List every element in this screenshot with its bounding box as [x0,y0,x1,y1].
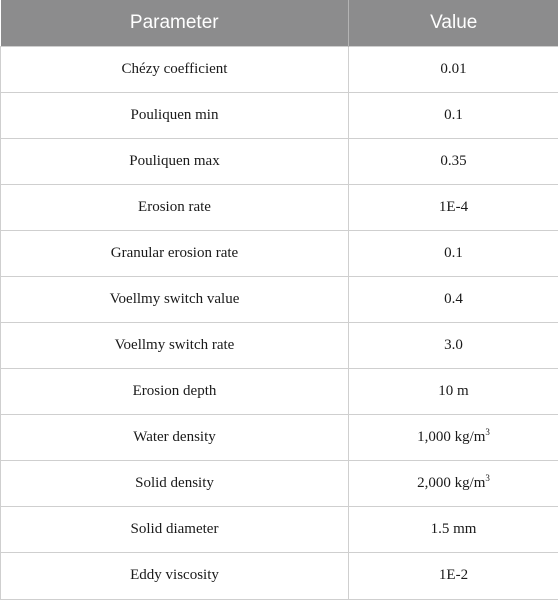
value-cell [349,230,558,276]
value-superscript: 3 [485,473,490,483]
value-cell [349,46,558,92]
parameter-cell: Erosion depth [1,368,349,414]
table-header-row [1,0,558,46]
parameter-cell: Erosion rate [1,184,349,230]
table-row [1,506,558,552]
table-row [1,322,558,368]
parameter-cell: Water density [1,414,349,460]
table-row [1,230,558,276]
table-row [1,276,558,322]
value-cell [349,414,558,460]
table-row [1,460,558,506]
value-text: 0.1 [444,107,463,123]
value-cell [349,276,558,322]
value-cell [349,184,558,230]
value-text: 1,000 kg/m [417,429,485,445]
parameter-cell: Chézy coefficient [1,46,349,92]
value-cell [349,552,558,599]
table-body [1,46,558,599]
parameter-cell: Solid diameter [1,506,349,552]
table-row [1,552,558,599]
parameter-cell: Eddy viscosity [1,552,349,599]
value-text: 0.1 [444,245,463,261]
value-text: 0.4 [444,291,463,307]
value-cell [349,506,558,552]
value-cell [349,92,558,138]
table-row [1,414,558,460]
value-text: 1.5 mm [431,521,477,537]
parameter-cell: Granular erosion rate [1,230,349,276]
parameter-cell: Voellmy switch value [1,276,349,322]
value-text: 0.35 [440,153,466,169]
value-column-header: Value [349,0,558,46]
table-row [1,46,558,92]
value-text: 10 m [438,383,468,399]
value-superscript: 3 [485,427,490,437]
value-cell [349,322,558,368]
parameter-column-header: Parameter [1,0,349,46]
value-cell [349,460,558,506]
value-text: 1E-4 [439,199,468,215]
table-row [1,184,558,230]
value-text: 1E-2 [439,567,468,583]
parameter-cell: Solid density [1,460,349,506]
value-text: 0.01 [440,61,466,77]
value-text: 3.0 [444,337,463,353]
table-row [1,368,558,414]
value-cell [349,368,558,414]
parameter-cell: Pouliquen max [1,138,349,184]
table-row [1,92,558,138]
value-text: 2,000 kg/m [417,475,485,491]
value-cell [349,138,558,184]
parameter-cell: Pouliquen min [1,92,349,138]
table-row [1,138,558,184]
parameter-cell: Voellmy switch rate [1,322,349,368]
